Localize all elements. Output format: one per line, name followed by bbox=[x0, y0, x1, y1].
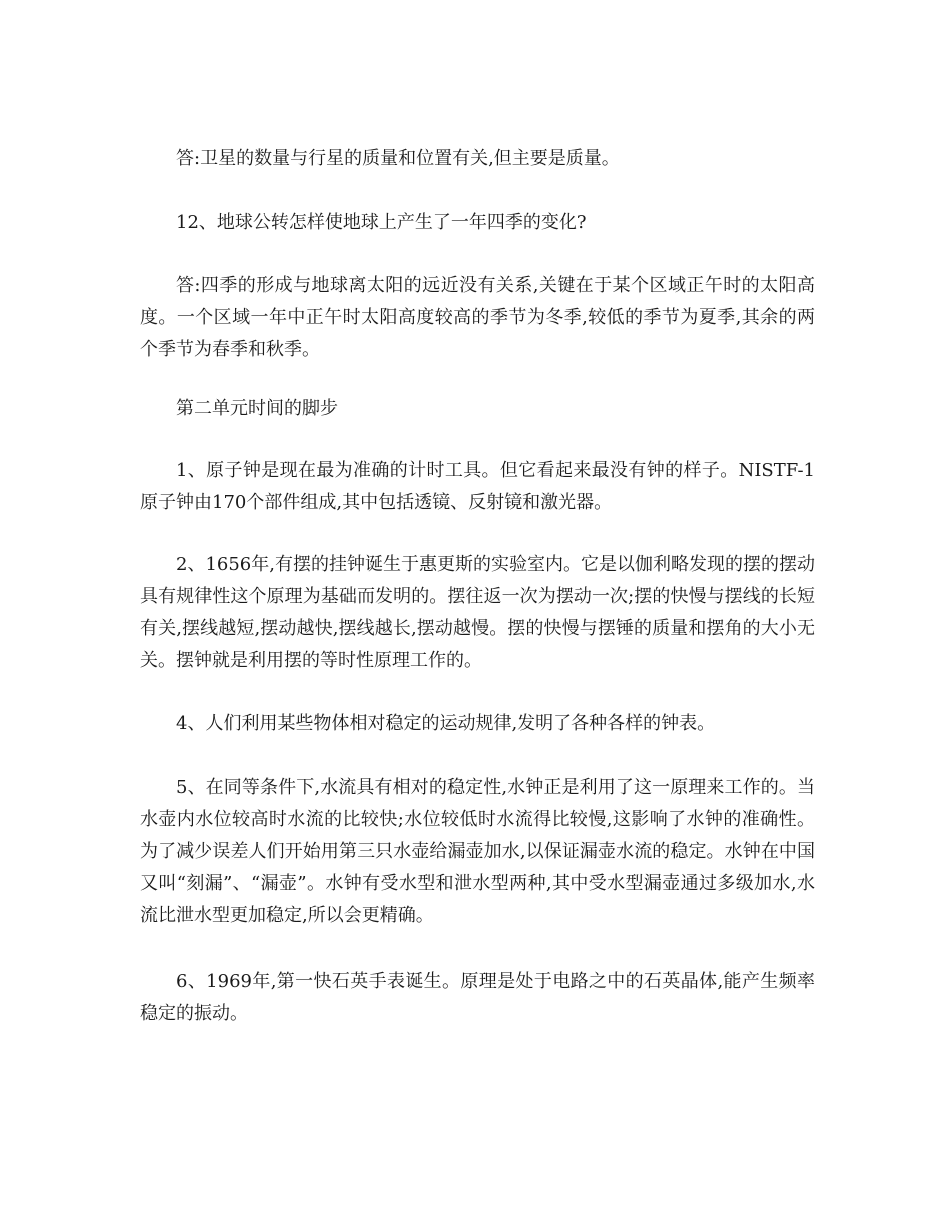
item-5-water-clock: 5、在同等条件下,水流具有相对的稳定性,水钟正是利用了这一原理来工作的。当水壶内水位较高时水流的比较快;水位较低时水流得比较慢,这影响了水钟的准确性。为了减少误差人们开始用第三只水壶给漏壶加水,以保证漏壶水流的稳定。水钟在中国又叫“刻漏”、“漏壶”。水钟有受水型和泄水型两种,其中受水型漏壶通过多级加水,水流比泄水型更加稳定,所以会更精确。 bbox=[140, 777, 815, 926]
answer-paragraph-seasons: 答:四季的形成与地球离太阳的远近没有关系,关键在于某个区域正午时的太阳高度。一个区域一年中正午时太阳高度较高的季节为冬季,较低的季节为夏季,其余的两个季节为春季和秋季。 bbox=[140, 275, 815, 360]
item-4-clocks: 4、人们利用某些物体相对稳定的运动规律,发明了各种各样的钟表。 bbox=[176, 713, 716, 734]
item-1-atomic-clock: 1、原子钟是现在最为准确的计时工具。但它看起来最没有钟的样子。NISTF-1原子钟由170个部件组成,其中包括透镜、反射镜和激光器。 bbox=[140, 460, 815, 513]
question-12: 12、地球公转怎样使地球上产生了一年四季的变化? bbox=[176, 212, 587, 233]
answer-paragraph-satellites: 答:卫星的数量与行星的质量和位置有关,但主要是质量。 bbox=[176, 148, 620, 169]
section-heading: 第二单元时间的脚步 bbox=[176, 398, 338, 419]
item-6-quartz-watch: 6、1969年,第一快石英手表诞生。原理是处于电路之中的石英晶体,能产生频率稳定的振动。 bbox=[140, 971, 815, 1024]
item-2-pendulum-clock: 2、1656年,有摆的挂钟诞生于惠更斯的实验室内。它是以伽利略发现的摆的摆动具有规律性这个原理为基础而发明的。摆往返一次为摆动一次;摆的快慢与摆线的长短有关,摆线越短,摆动越快,摆线越长,摆动越慢。摆的快慢与摆锤的质量和摆角的大小无关。摆钟就是利用摆的等时性原理工作的。 bbox=[140, 554, 815, 671]
